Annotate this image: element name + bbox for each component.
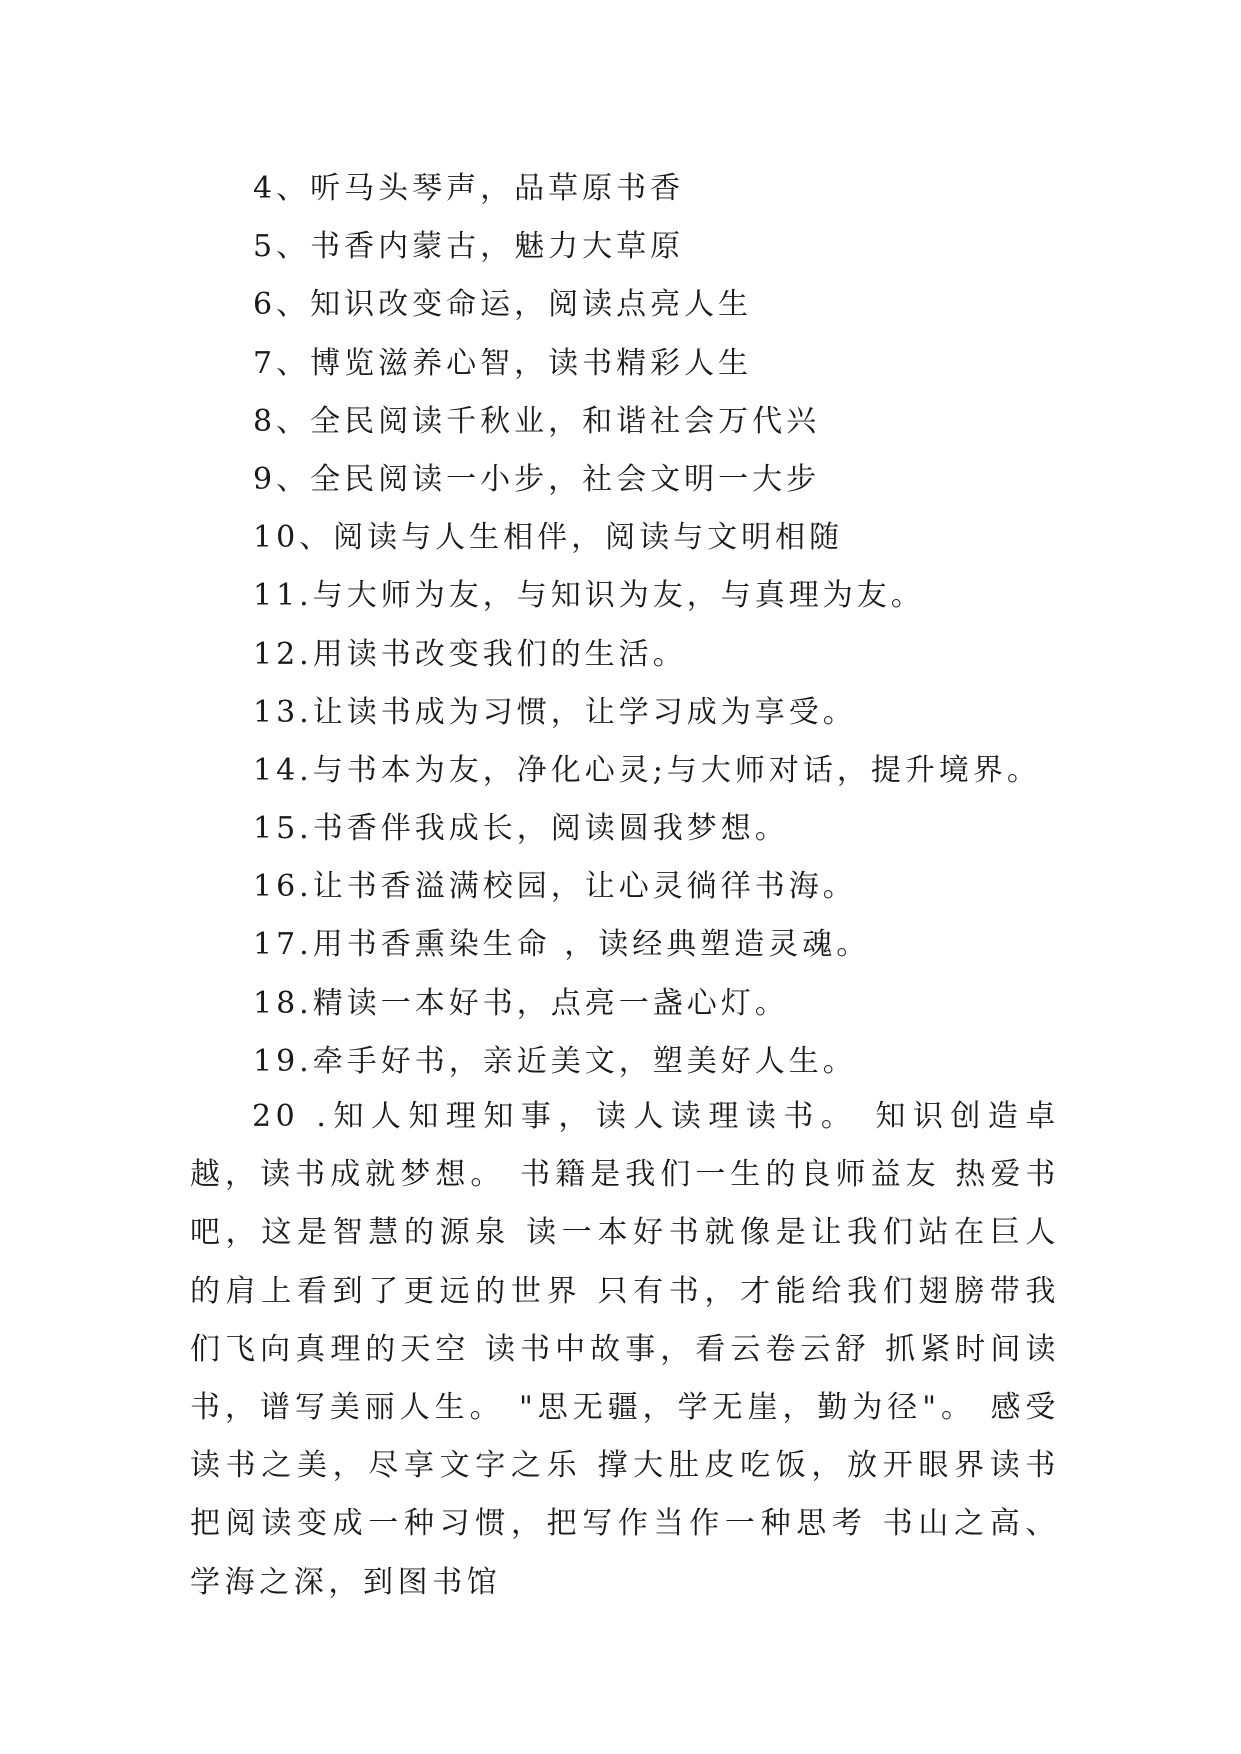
list-item: 14.与书本为友，净化心灵;与大师对话，提升境界。 [253, 752, 1041, 788]
list-item: 17.用书香熏染生命 ，读经典塑造灵魂。 [253, 927, 871, 963]
list-item: 19.牵手好书，亲近美文，塑美好人生。 [253, 1043, 857, 1079]
list-item: 7、博览滋养心智，读书精彩人生 [253, 345, 753, 381]
slogan-list [253, 160, 1073, 1091]
list-item: 4、听马头琴声，品草原书香 [253, 171, 685, 206]
list-item: 11.与大师为友，与知识为友，与真理为友。 [253, 578, 925, 614]
list-item: 5、书香内蒙古，魅力大草原 [253, 229, 685, 265]
list-item: 9、全民阅读一小步，社会文明一大步 [253, 461, 821, 497]
body-paragraph: 20 .知人知理知事，读人读理读书。 知识创造卓越，读书成就梦想。 书籍是我们一生的良师益友 热爱书吧，这是智慧的源泉 读一本好书就像是让我们站在巨人的肩上看到了更远的世界 只有书，才能给我们翅膀带我们飞向真理的天空 读书中故事，看云卷云舒 抓紧时间读书，谱写美丽人生。 "思无疆，学无崖，勤为径"。 感受读书之美，尽享文字之乐 撑大肚皮吃饭，放开眼界读书 把阅读变成一种习惯，把写作当作一种思考 书山之高、学海之深，到图书馆 [190, 1099, 1060, 1600]
list-item: 12.用读书改变我们的生活。 [253, 636, 687, 672]
list-item: 13.让读书成为习惯，让学习成为享受。 [253, 694, 857, 730]
list-item: 8、全民阅读千秋业，和谐社会万代兴 [253, 403, 821, 439]
list-item: 10、阅读与人生相伴，阅读与文明相随 [253, 520, 844, 556]
list-item: 18.精读一本好书，点亮一盏心灯。 [253, 985, 789, 1021]
list-item: 15.书香伴我成长，阅读圆我梦想。 [253, 811, 789, 847]
list-item: 6、知识改变命运，阅读点亮人生 [253, 287, 753, 323]
list-item: 16.让书香溢满校园，让心灵徜徉书海。 [253, 869, 857, 905]
